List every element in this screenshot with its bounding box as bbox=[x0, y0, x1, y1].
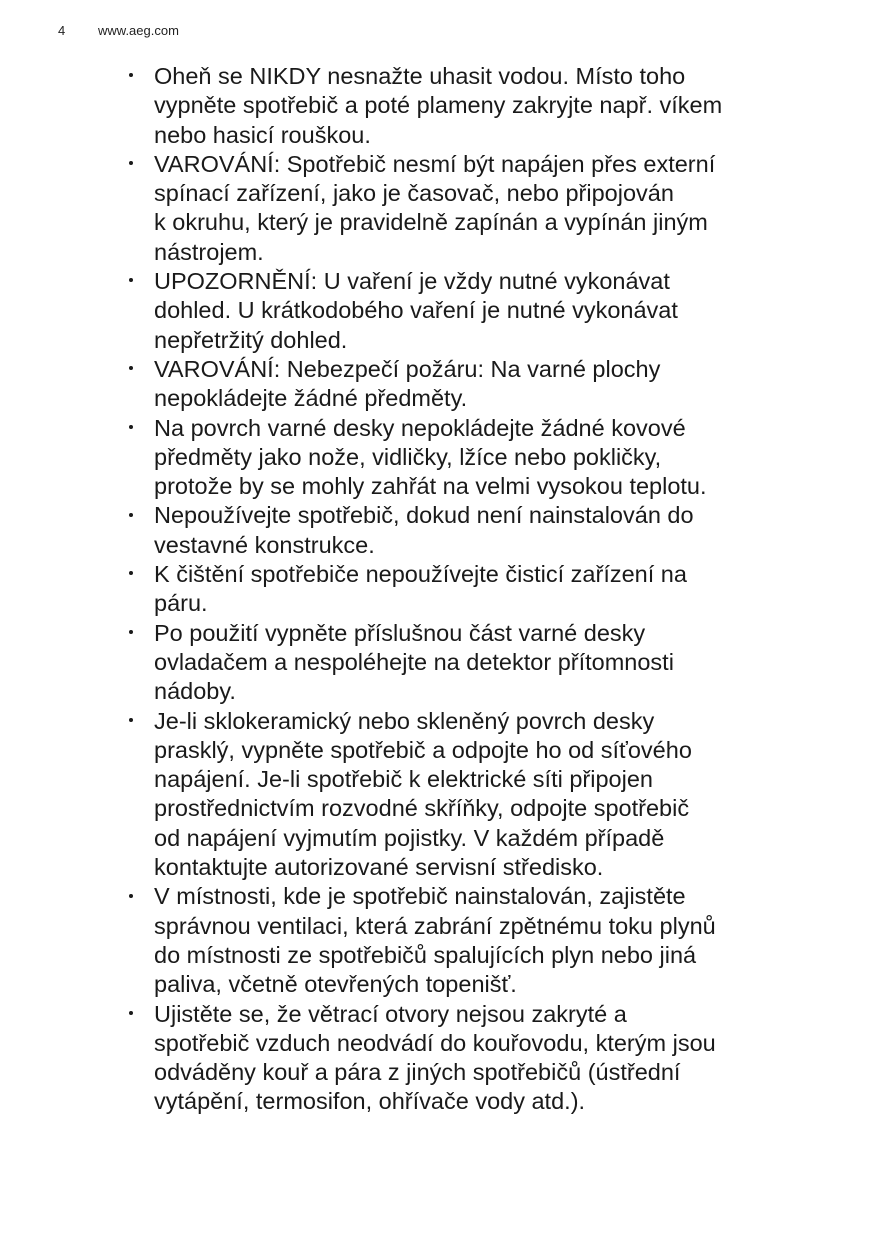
text-line: Nepoužívejte spotřebič, dokud není nainstalován do bbox=[154, 502, 694, 529]
text-line: VAROVÁNÍ: Spotřebič nesmí být napájen přes externí bbox=[154, 150, 716, 177]
list-item bbox=[128, 62, 828, 150]
list-item-text bbox=[154, 267, 828, 355]
bullet-icon bbox=[128, 414, 148, 443]
bullet-icon bbox=[128, 150, 148, 179]
text-line: nebo hasicí rouškou. bbox=[154, 121, 371, 148]
bullet-icon bbox=[128, 62, 148, 91]
list-item bbox=[128, 267, 828, 355]
safety-instructions-list bbox=[128, 62, 828, 1117]
text-line: K čištění spotřebiče nepoužívejte čisticí zařízení na bbox=[154, 561, 687, 588]
text-line: k okruhu, který je pravidelně zapínán a vypínán jiným bbox=[154, 209, 708, 236]
text-line: páru. bbox=[154, 590, 208, 617]
bullet-icon bbox=[128, 619, 148, 648]
text-line: dohled. U krátkodobého vaření je nutné vykonávat bbox=[154, 297, 678, 324]
text-line: správnou ventilaci, která zabrání zpětnému toku plynů bbox=[154, 912, 716, 939]
text-line: prostřednictvím rozvodné skříňky, odpojte spotřebič bbox=[154, 795, 690, 822]
list-item-text bbox=[154, 882, 828, 999]
list-item bbox=[128, 501, 828, 560]
text-line: vytápění, termosifon, ohřívače vody atd.). bbox=[154, 1088, 586, 1115]
website-url: www.aeg.com bbox=[98, 23, 179, 38]
text-line: Ujistěte se, že větrací otvory nejsou zakryté a bbox=[154, 1000, 627, 1027]
text-line: kontaktujte autorizované servisní středisko. bbox=[154, 854, 604, 881]
list-item bbox=[128, 882, 828, 999]
text-line: vestavné konstrukce. bbox=[154, 531, 375, 558]
text-line: Oheň se NIKDY nesnažte uhasit vodou. Místo toho bbox=[154, 63, 686, 89]
text-line: VAROVÁNÍ: Nebezpečí požáru: Na varné plochy bbox=[154, 355, 661, 382]
page-header bbox=[58, 22, 179, 40]
list-item-text bbox=[154, 619, 828, 707]
list-item bbox=[128, 707, 828, 883]
text-line: nepřetržitý dohled. bbox=[154, 326, 348, 353]
text-line: vypněte spotřebič a poté plameny zakryjte např. víkem bbox=[154, 92, 723, 119]
bullet-icon bbox=[128, 560, 148, 589]
bullet-icon bbox=[128, 501, 148, 530]
list-item bbox=[128, 414, 828, 502]
text-line: paliva, včetně otevřených topenišť. bbox=[154, 971, 517, 998]
bullet-icon bbox=[128, 355, 148, 384]
text-line: protože by se mohly zahřát na velmi vysokou teplotu. bbox=[154, 473, 707, 500]
text-line: UPOZORNĚNÍ: U vaření je vždy nutné vykonávat bbox=[154, 268, 670, 295]
text-line: předměty jako nože, vidličky, lžíce nebo pokličky, bbox=[154, 443, 662, 470]
list-item bbox=[128, 1000, 828, 1117]
text-line: nástrojem. bbox=[154, 238, 264, 265]
text-line: do místnosti ze spotřebičů spalujících plyn nebo jiná bbox=[154, 941, 697, 968]
list-item-text bbox=[154, 707, 828, 883]
list-item-text bbox=[154, 62, 828, 150]
text-line: Po použití vypněte příslušnou část varné desky bbox=[154, 619, 646, 646]
bullet-icon bbox=[128, 1000, 148, 1029]
list-item-text bbox=[154, 150, 828, 267]
text-line: nádoby. bbox=[154, 678, 236, 705]
text-line: spotřebič vzduch neodvádí do kouřovodu, kterým jsou bbox=[154, 1029, 716, 1056]
text-line: nepokládejte žádné předměty. bbox=[154, 385, 468, 412]
bullet-icon bbox=[128, 267, 148, 296]
list-item bbox=[128, 619, 828, 707]
list-item-text bbox=[154, 355, 828, 414]
text-line: od napájení vyjmutím pojistky. V každém případě bbox=[154, 824, 665, 851]
bullet-icon bbox=[128, 707, 148, 736]
text-line: ovladačem a nespoléhejte na detektor přítomnosti bbox=[154, 648, 674, 675]
text-line: Na povrch varné desky nepokládejte žádné kovové bbox=[154, 414, 686, 441]
list-item bbox=[128, 560, 828, 619]
text-line: Je-li sklokeramický nebo skleněný povrch desky bbox=[154, 707, 655, 734]
list-item-text bbox=[154, 501, 828, 560]
list-item bbox=[128, 355, 828, 414]
list-item-text bbox=[154, 414, 828, 502]
page-number: 4 bbox=[58, 23, 66, 38]
text-line: spínací zařízení, jako je časovač, nebo připojován bbox=[154, 180, 674, 207]
text-line: V místnosti, kde je spotřebič nainstalován, zajistěte bbox=[154, 883, 686, 910]
list-item-text bbox=[154, 560, 828, 619]
bullet-icon bbox=[128, 882, 148, 911]
text-line: napájení. Je-li spotřebič k elektrické síti připojen bbox=[154, 766, 653, 793]
text-line: prasklý, vypněte spotřebič a odpojte ho od síťového bbox=[154, 736, 692, 763]
list-item bbox=[128, 150, 828, 267]
list-item-text bbox=[154, 1000, 828, 1117]
text-line: odváděny kouř a pára z jiných spotřebičů (ústřední bbox=[154, 1059, 681, 1086]
